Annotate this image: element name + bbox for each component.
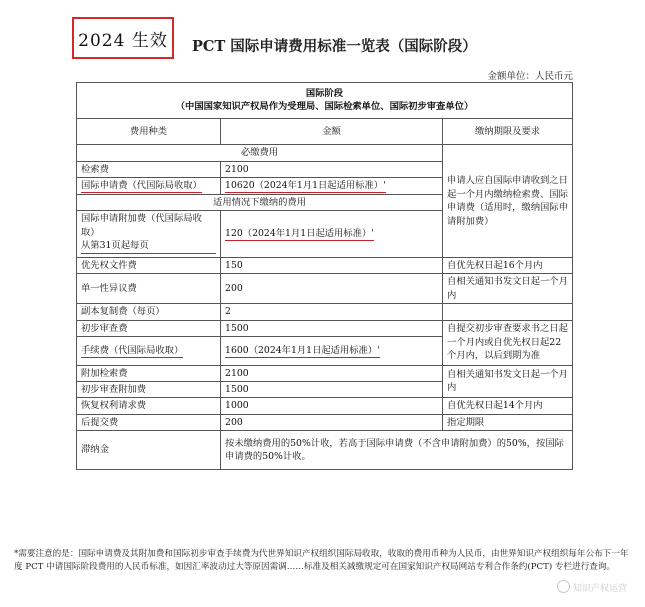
fee-amount: 2100 bbox=[221, 161, 443, 177]
table-row bbox=[77, 274, 573, 304]
fee-amount: 2100 bbox=[221, 365, 443, 381]
section-conditional: 适用情况下缴纳的费用 bbox=[77, 194, 443, 210]
table-row bbox=[77, 398, 573, 414]
fee-name: 初步审查费 bbox=[77, 320, 221, 336]
fee-deadline-empty bbox=[443, 304, 573, 320]
highlighted-fee-name bbox=[81, 212, 216, 253]
fee-name: 优先权文件费 bbox=[77, 257, 221, 273]
fee-name bbox=[77, 337, 221, 365]
deadline-filing: 申请人应自国际申请收到之日起一个月内缴纳检索费、国际申请费（适用时，缴纳国际申请附加费） bbox=[443, 145, 573, 257]
fee-amount bbox=[221, 178, 443, 194]
fee-name: 滞纳金 bbox=[77, 431, 221, 469]
fee-amount bbox=[221, 337, 443, 365]
fee-deadline: 自优先权日起14个月内 bbox=[443, 398, 573, 414]
fee-name: 初步审查附加费 bbox=[77, 381, 221, 397]
highlighted-fee-amount: 1600（2024年1月1日起适用标准）' bbox=[225, 345, 380, 357]
fee-deadline: 指定期限 bbox=[443, 414, 573, 430]
header-fee-type: 费用种类 bbox=[77, 118, 221, 144]
section-required: 必缴费用 bbox=[77, 145, 443, 161]
fee-amount: 1500 bbox=[221, 381, 443, 397]
table-row bbox=[77, 414, 573, 430]
fee-name: 后提交费 bbox=[77, 414, 221, 430]
section-row bbox=[77, 145, 573, 161]
currency-unit: 金额单位：人民币元 bbox=[487, 71, 573, 82]
fee-amount: 2 bbox=[221, 304, 443, 320]
fee-table bbox=[76, 82, 573, 470]
highlighted-fee-name: 国际申请费（代国际局收取） bbox=[81, 180, 202, 192]
page-title: PCT 国际申请费用标准一览表（国际阶段） bbox=[192, 38, 477, 55]
effective-year-badge: 2024 生效 bbox=[72, 17, 174, 59]
highlighted-fee-amount: 10620（2024年1月1日起适用标准）' bbox=[225, 180, 386, 192]
fee-name: 附加检索费 bbox=[77, 365, 221, 381]
header-amount: 金额 bbox=[221, 118, 443, 144]
fee-name-line2: 从第31页起每页 bbox=[81, 240, 149, 252]
wechat-icon bbox=[557, 580, 570, 593]
table-row bbox=[77, 365, 573, 381]
fee-deadline: 自优先权日起16个月内 bbox=[443, 257, 573, 273]
watermark bbox=[557, 580, 627, 594]
watermark-text: 知识产权运营 bbox=[572, 584, 627, 594]
table-heading bbox=[77, 83, 573, 119]
fee-amount: 200 bbox=[221, 414, 443, 430]
header-row bbox=[77, 118, 573, 144]
fee-name: 副本复制费（每页） bbox=[77, 304, 221, 320]
fee-name bbox=[77, 178, 221, 194]
fee-name bbox=[77, 211, 221, 257]
fee-deadline: 自相关通知书发文日起一个月内 bbox=[443, 274, 573, 304]
fee-amount: 按未缴纳费用的50%计收，若高于国际申请费（不含申请附加费）的50%，按国际申请费的50%计收。 bbox=[221, 431, 573, 469]
fee-amount: 1000 bbox=[221, 398, 443, 414]
table-row bbox=[77, 320, 573, 336]
header-deadline: 缴纳期限及要求 bbox=[443, 118, 573, 144]
deadline-additional: 自相关通知书发文日起一个月内 bbox=[443, 365, 573, 398]
fee-name: 单一性异议费 bbox=[77, 274, 221, 304]
fee-name-line1: 国际申请附加费（代国际局收取） bbox=[81, 213, 202, 238]
fee-amount bbox=[221, 211, 443, 257]
phase-title: 国际阶段 bbox=[305, 88, 344, 99]
fee-amount: 200 bbox=[221, 274, 443, 304]
table-row bbox=[77, 304, 573, 320]
deadline-prelim: 自提交初步审查要求书之日起一个月内或自优先权日起22个月内，以后到期为准 bbox=[443, 320, 573, 365]
phase-subtitle: （中国国家知识产权局作为受理局、国际检索单位、国际初步审查单位） bbox=[175, 101, 474, 113]
highlighted-fee-amount: 120（2024年1月1日起适用标准）' bbox=[225, 228, 374, 240]
highlighted-fee-name: 手续费（代国际局收取） bbox=[81, 345, 184, 357]
table-row bbox=[77, 431, 573, 469]
footnote: *需要注意的是：国际申请费及其附加费和国际初步审查手续费为代世界知识产权组织国际局收取，收取的费用币种为人民币，由世界知识产权组织每年公布下一年度 PCT 中请国际阶段费用的人民币标准，如因汇率波动过大等原因需调……标准及相关减缴规定可在国家知识产权局网站专利合作条约(PCT) 专栏进行查询。 bbox=[14, 549, 629, 573]
fee-name: 检索费 bbox=[77, 161, 221, 177]
fee-amount: 1500 bbox=[221, 320, 443, 336]
fee-name: 恢复权利请求费 bbox=[77, 398, 221, 414]
table-row bbox=[77, 257, 573, 273]
fee-amount: 150 bbox=[221, 257, 443, 273]
